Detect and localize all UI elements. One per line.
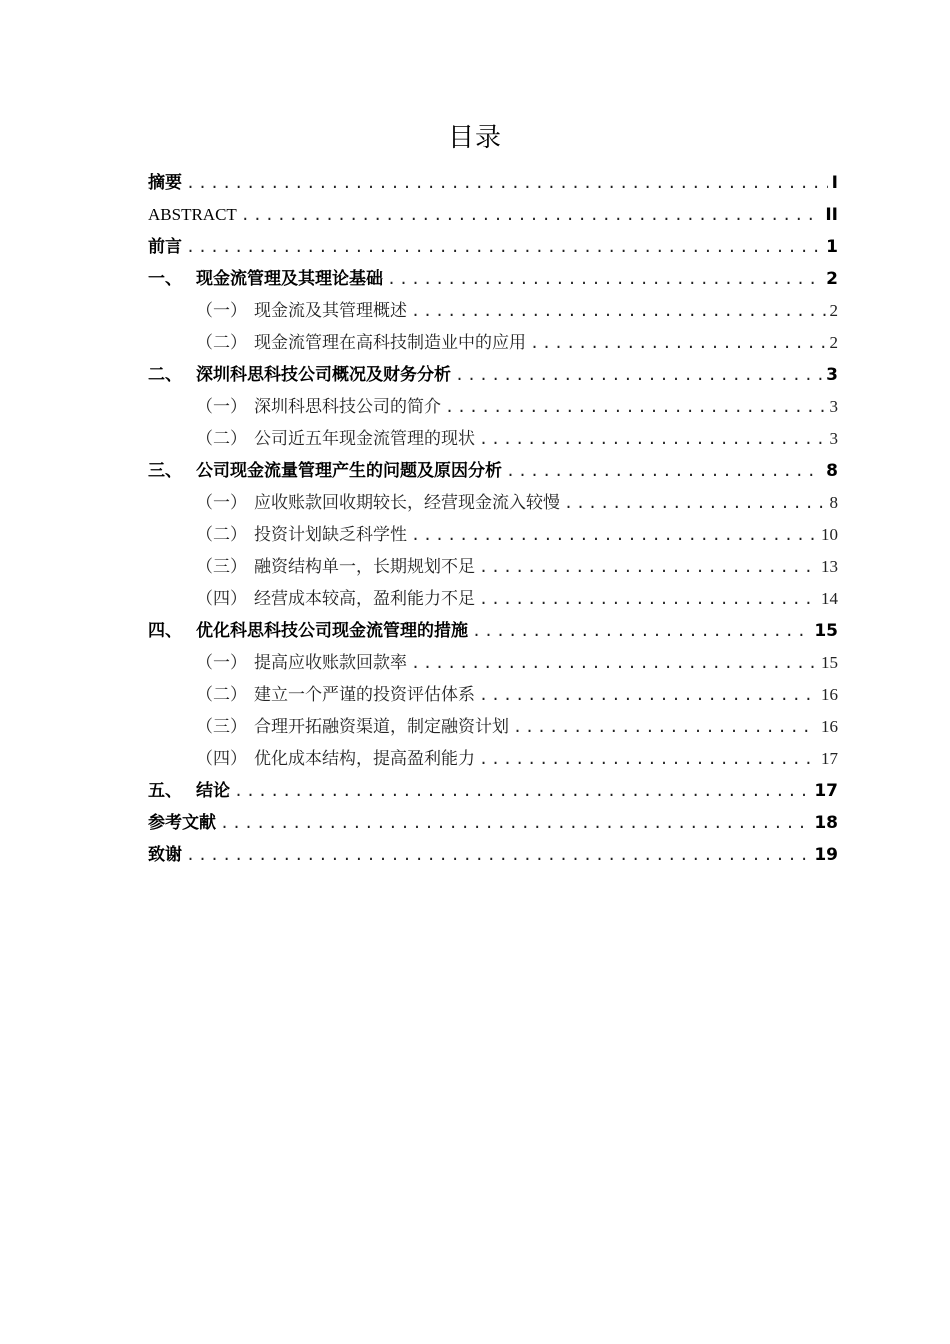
toc-entry-number: 一、 (148, 269, 182, 289)
toc-entry-number: （一） (196, 653, 247, 673)
toc-page-number: 16 (821, 685, 838, 704)
toc-entry-references[interactable] (148, 807, 838, 839)
toc-page-number: 13 (821, 557, 838, 576)
toc-entry-abstract-en[interactable] (148, 199, 838, 231)
toc-page-number: 16 (821, 717, 838, 736)
toc-entry-number: （二） (196, 525, 247, 545)
toc-entry-number: 四、 (148, 621, 182, 641)
toc-title: 目录 (447, 123, 502, 153)
toc-entry-number: （四） (196, 749, 247, 769)
toc-entry-text: 公司现金流量管理产生的问题及原因分析 (196, 461, 502, 481)
toc-entry-text: 深圳科思科技公司的简介 (254, 397, 441, 417)
toc-leader-dots (479, 679, 817, 711)
toc-entry-text: 深圳科思科技公司概况及财务分析 (196, 365, 451, 385)
toc-entry-section-4-4[interactable] (148, 743, 838, 775)
toc-page-number: 3 (829, 429, 838, 448)
toc-entry-text: 投资计划缺乏科学性 (254, 525, 407, 545)
toc-leader-dots (234, 775, 810, 807)
toc-leader-dots (513, 711, 817, 743)
toc-entry-chapter-3[interactable] (148, 455, 838, 487)
toc-page-number: 8 (826, 461, 838, 481)
toc-entry-text: 摘要 (148, 173, 182, 193)
toc-leader-dots (472, 615, 810, 647)
toc-leader-dots (220, 807, 810, 839)
toc-page-number: 14 (821, 589, 838, 608)
toc-entry-number: 五、 (148, 781, 182, 801)
toc-entry-text: ABSTRACT (148, 205, 237, 224)
toc-page-number: 3 (829, 397, 838, 416)
toc-entry-text: 现金流管理及其理论基础 (196, 269, 383, 289)
toc-leader-dots (564, 487, 826, 519)
toc-leader-dots (445, 391, 826, 423)
toc-entry-chapter-1[interactable] (148, 263, 838, 295)
toc-entry-text: 合理开拓融资渠道，制定融资计划 (254, 717, 509, 737)
toc-leader-dots (186, 231, 822, 263)
toc-entry-text: 经营成本较高，盈利能力不足 (254, 589, 475, 609)
toc-page-number: 8 (829, 493, 838, 512)
toc-entry-text: 建立一个严谨的投资评估体系 (254, 685, 475, 705)
toc-page-number: 1 (826, 237, 838, 257)
toc-entry-section-3-2[interactable] (148, 519, 838, 551)
toc-entry-section-1-2[interactable] (148, 327, 838, 359)
toc-entry-number: （一） (196, 493, 247, 513)
toc-page-number: I (831, 173, 838, 193)
toc-entry-section-2-1[interactable] (148, 391, 838, 423)
toc-entry-text: 公司近五年现金流管理的现状 (254, 429, 475, 449)
toc-leader-dots (455, 359, 822, 391)
toc-entry-text: 提高应收账款回款率 (254, 653, 407, 673)
toc-page-number: 17 (821, 749, 838, 768)
toc-page-number: 2 (829, 333, 838, 352)
toc-entry-text: 优化成本结构，提高盈利能力 (254, 749, 475, 769)
toc-leader-dots (411, 519, 817, 551)
toc-entry-text: 现金流管理在高科技制造业中的应用 (254, 333, 526, 353)
toc-leader-dots (479, 551, 817, 583)
toc-entry-section-3-1[interactable] (148, 487, 838, 519)
toc-leader-dots (411, 295, 826, 327)
toc-entry-abstract-cn[interactable] (148, 167, 838, 199)
table-of-contents (148, 167, 838, 871)
toc-entry-text: 现金流及其管理概述 (254, 301, 407, 321)
toc-entry-number: （一） (196, 397, 247, 417)
toc-page-number: II (825, 205, 838, 225)
toc-page-number: 15 (821, 653, 838, 672)
toc-entry-section-2-2[interactable] (148, 423, 838, 455)
toc-page-number: 15 (814, 621, 838, 641)
toc-entry-text: 结论 (196, 781, 230, 801)
toc-entry-number: （四） (196, 589, 247, 609)
toc-leader-dots (387, 263, 822, 295)
toc-page-number: 2 (829, 301, 838, 320)
toc-entry-number: （三） (196, 717, 247, 737)
toc-entry-section-4-2[interactable] (148, 679, 838, 711)
toc-entry-chapter-4[interactable] (148, 615, 838, 647)
toc-entry-number: （一） (196, 301, 247, 321)
toc-entry-number: （二） (196, 429, 247, 449)
toc-entry-text: 参考文献 (148, 813, 216, 833)
toc-entry-section-3-3[interactable] (148, 551, 838, 583)
toc-entry-preface[interactable] (148, 231, 838, 263)
toc-entry-text: 致谢 (148, 845, 182, 865)
toc-entry-text: 优化科思科技公司现金流管理的措施 (196, 621, 468, 641)
toc-page-number: 3 (826, 365, 838, 385)
toc-leader-dots (411, 647, 817, 679)
toc-entry-section-3-4[interactable] (148, 583, 838, 615)
toc-entry-text: 前言 (148, 237, 182, 257)
toc-leader-dots (241, 199, 822, 231)
toc-leader-dots (530, 327, 826, 359)
toc-entry-number: （三） (196, 557, 247, 577)
toc-entry-chapter-5[interactable] (148, 775, 838, 807)
toc-page-number: 19 (814, 845, 838, 865)
toc-leader-dots (506, 455, 822, 487)
toc-page-number: 10 (821, 525, 838, 544)
toc-entry-chapter-2[interactable] (148, 359, 838, 391)
toc-entry-section-4-3[interactable] (148, 711, 838, 743)
toc-entry-number: 二、 (148, 365, 182, 385)
toc-page-number: 17 (814, 781, 838, 801)
toc-entry-number: 三、 (148, 461, 182, 481)
toc-leader-dots (186, 167, 828, 199)
toc-entry-section-4-1[interactable] (148, 647, 838, 679)
toc-page-number: 2 (826, 269, 838, 289)
toc-entry-number: （二） (196, 333, 247, 353)
toc-leader-dots (479, 743, 817, 775)
toc-entry-number: （二） (196, 685, 247, 705)
toc-entry-text: 应收账款回收期较长，经营现金流入较慢 (254, 493, 560, 513)
toc-leader-dots (186, 839, 810, 871)
toc-entry-acknowledgements[interactable] (148, 839, 838, 871)
toc-leader-dots (479, 423, 826, 455)
toc-page-number: 18 (814, 813, 838, 833)
toc-entry-section-1-1[interactable] (148, 295, 838, 327)
toc-entry-text: 融资结构单一，长期规划不足 (254, 557, 475, 577)
toc-leader-dots (479, 583, 817, 615)
